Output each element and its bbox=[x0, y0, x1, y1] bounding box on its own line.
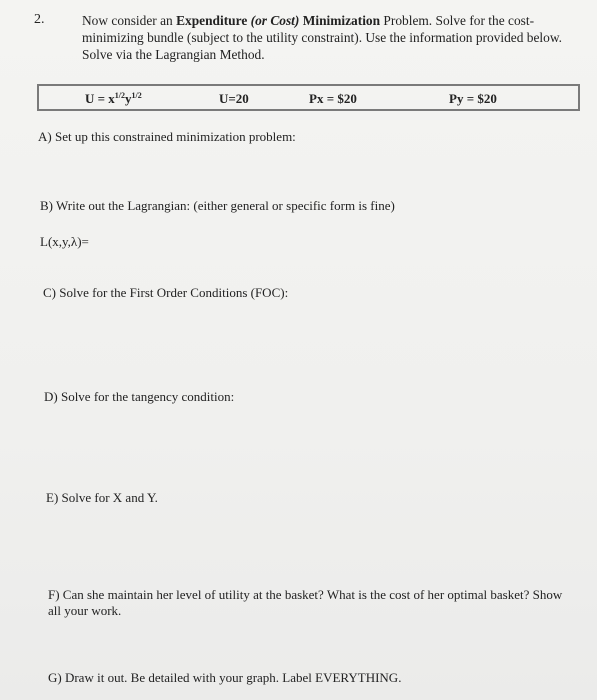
part-a: A) Set up this constrained minimization problem: bbox=[38, 129, 296, 144]
part-f: F) Can she maintain her level of utility at the basket? What is the cost of her optimal basket? Show all your work. bbox=[48, 587, 563, 618]
part-g: G) Draw it out. Be detailed with your graph. Label EVERYTHING. bbox=[48, 670, 402, 685]
intro-bold-expenditure: Expenditure bbox=[176, 13, 251, 28]
question-number: 2. bbox=[34, 12, 45, 27]
utility-level: U=20 bbox=[219, 91, 249, 106]
price-x: Px = $20 bbox=[309, 91, 357, 106]
price-y: Py = $20 bbox=[449, 91, 497, 106]
intro-bold-italic-cost: (or Cost) bbox=[250, 13, 300, 28]
part-e: E) Solve for X and Y. bbox=[46, 490, 158, 505]
intro-rest: Problem. Solve for the cost-minimizing bundle (subject to the utility constraint). Use the information provided below. Solve via the Lagrangian Method. bbox=[82, 13, 562, 62]
question-intro bbox=[82, 12, 568, 63]
utility-function: $U = x^{1/2}y^{1/2}$ bbox=[85, 91, 142, 106]
utility-exponent-y: 1/2 bbox=[131, 91, 142, 100]
part-c: C) Solve for the First Order Conditions (FOC): bbox=[43, 285, 289, 300]
utility-exponent-x: 1/2 bbox=[114, 91, 126, 100]
part-b: B) Write out the Lagrangian: (either general or specific form is fine) bbox=[40, 198, 395, 213]
lagrangian-expression: L(x,y,λ)= bbox=[40, 234, 89, 249]
intro-lead: Now consider an bbox=[82, 13, 177, 28]
given-info-box bbox=[37, 84, 580, 111]
intro-bold-minimization: Minimization bbox=[299, 13, 381, 28]
part-d: D) Solve for the tangency condition: bbox=[44, 389, 235, 404]
